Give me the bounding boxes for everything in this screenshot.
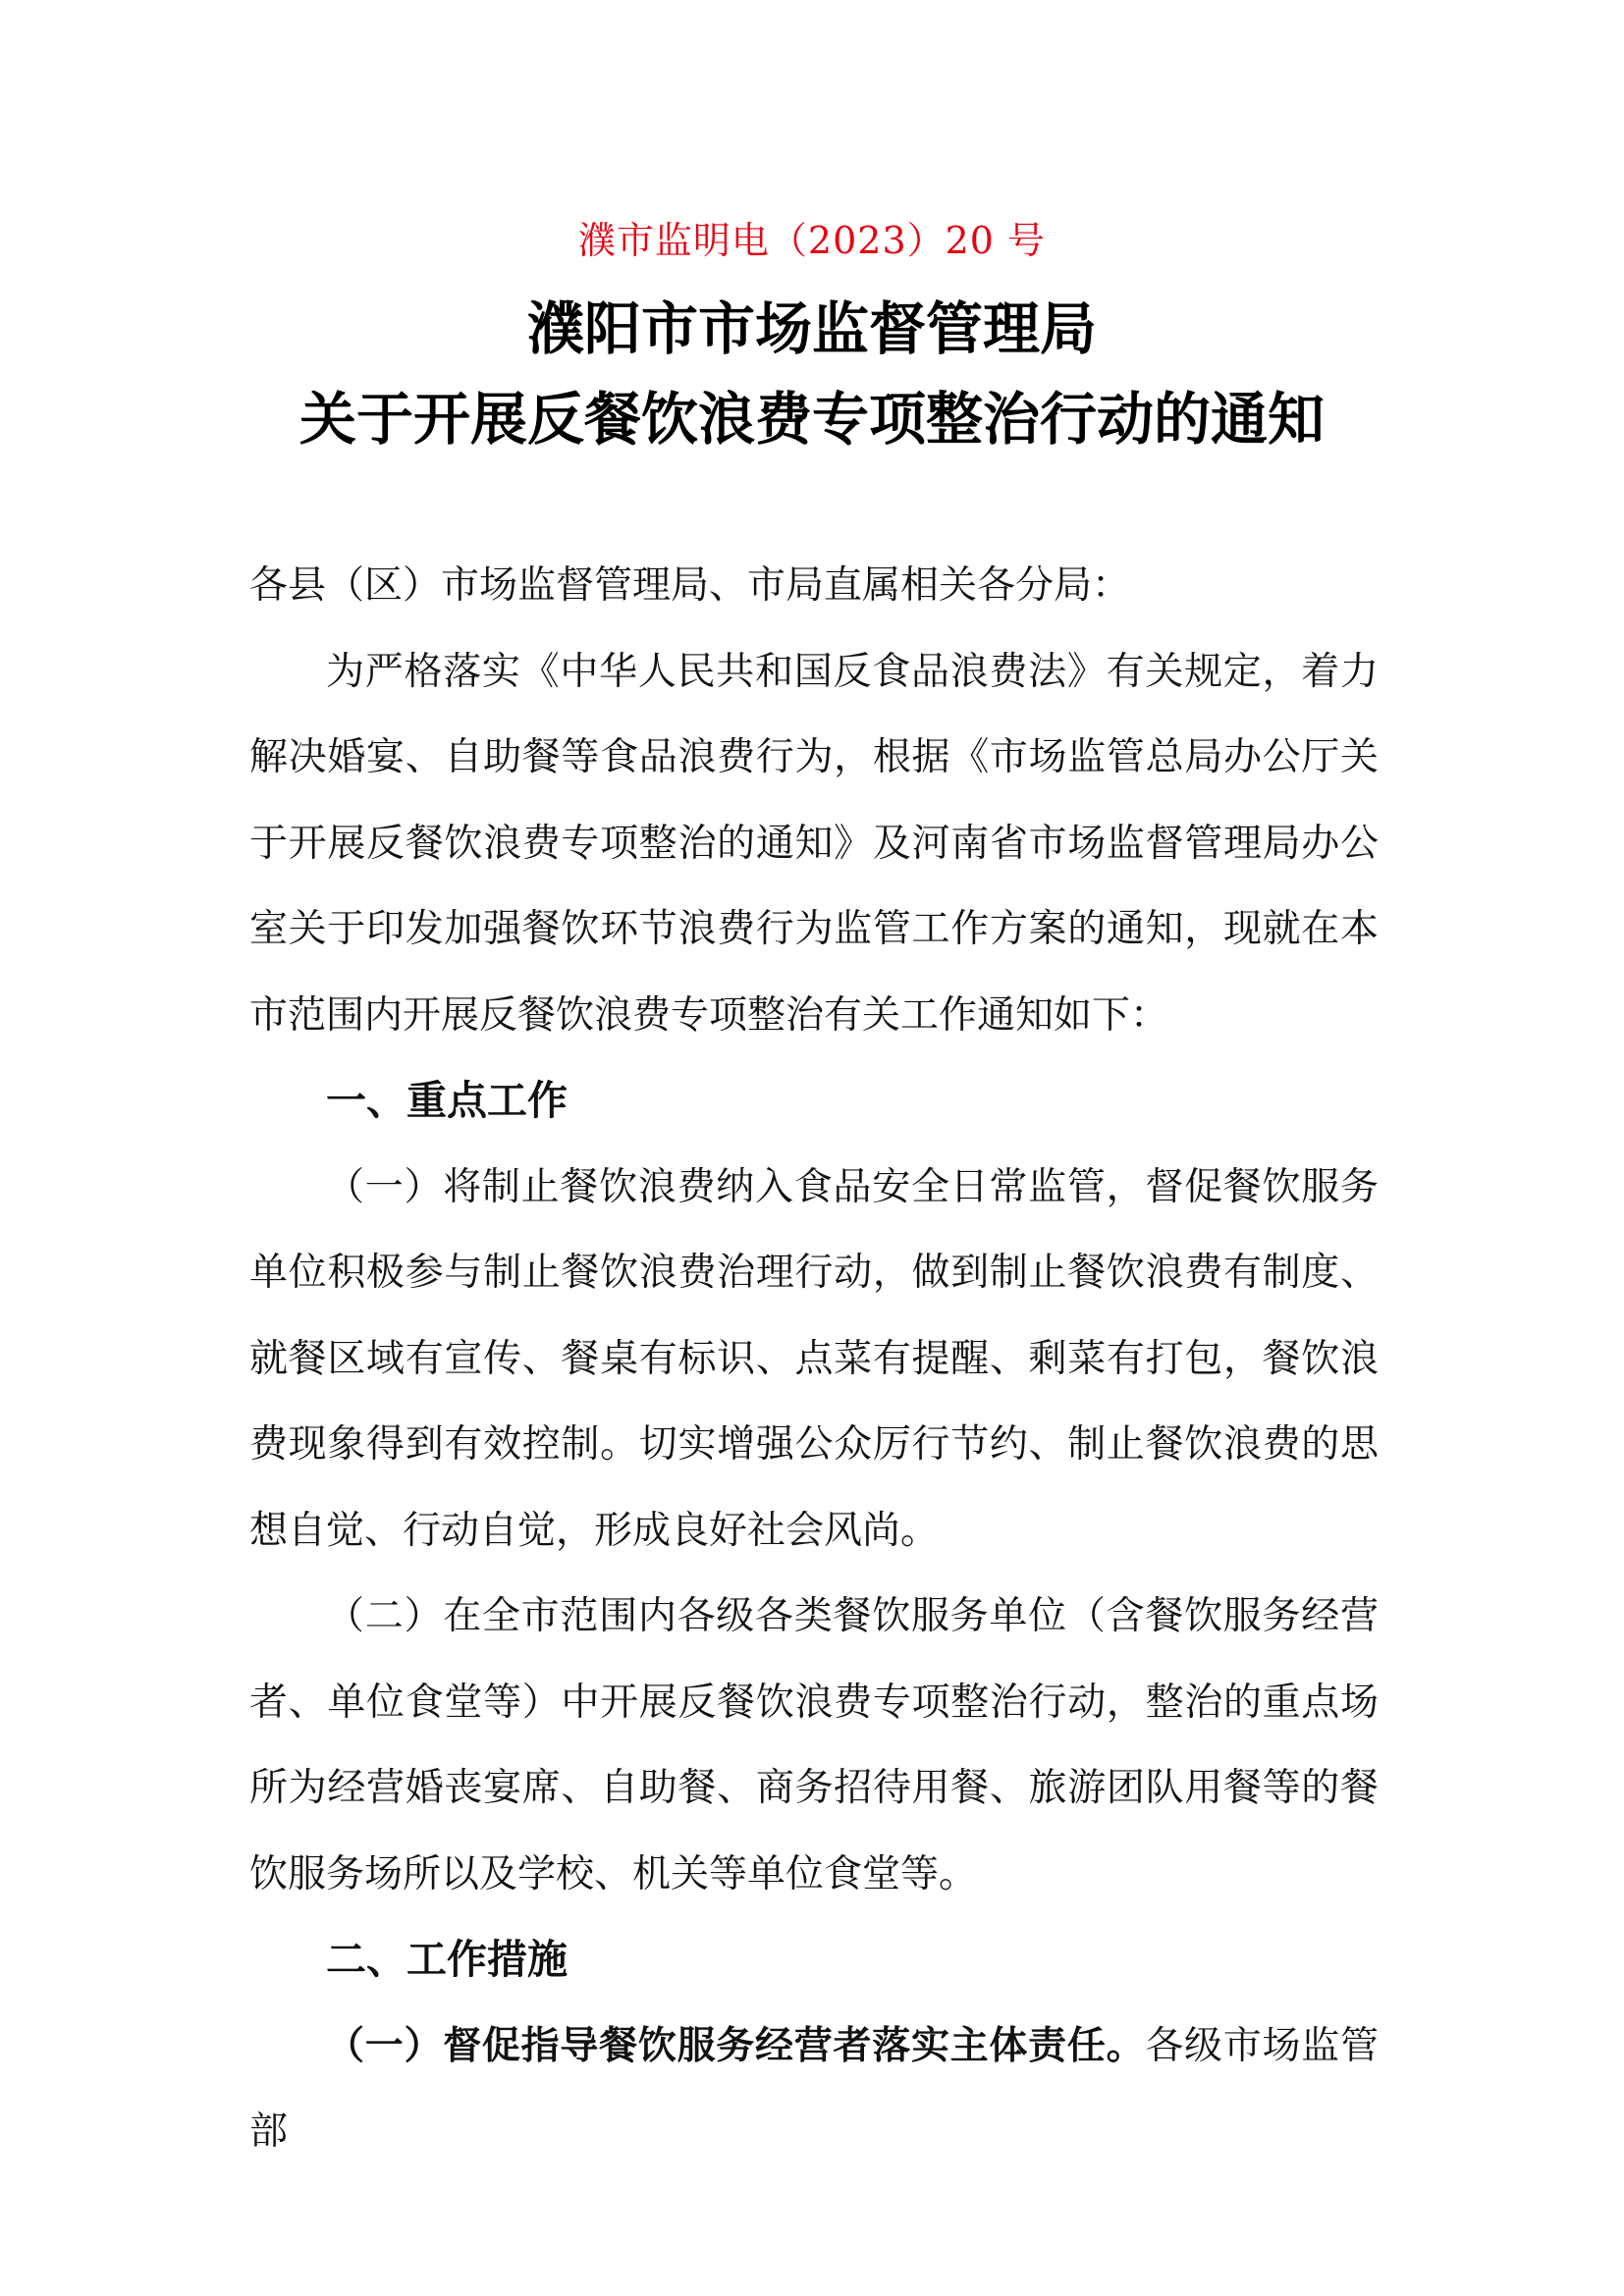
key-work-paragraph-1: （一）将制止餐饮浪费纳入食品安全日常监管，督促餐饮服务单位积极参与制止餐饮浪费治理行动，做到制止餐饮浪费有制度、就餐区域有宣传、餐桌有标识、点菜有提醒、剩菜有打包，餐饮浪费现象得到有效控制。切实增强公众厉行节约、制止餐饮浪费的思想自觉、行动自觉，形成良好社会风尚。 [249, 1164, 1379, 1553]
section-heading-key-work: 一、重点工作 [326, 1077, 568, 1124]
document-body [249, 543, 1379, 2175]
document-number: 濮市监明电（2023）20 号 [577, 219, 1047, 262]
section-heading-measures: 二、工作措施 [326, 1936, 568, 1983]
measures-paragraph-1-text: 各级市场监管部 [249, 2023, 1379, 2154]
measures-paragraph-1 [249, 2003, 1379, 2175]
document-title-line2: 关于开展反餐饮浪费专项整治行动的通知 [298, 386, 1325, 453]
measures-paragraph-1-lead: （一）督促指导餐饮服务经营者落实主体责任。 [326, 2023, 1146, 2068]
intro-paragraph: 为严格落实《中华人民共和国反食品浪费法》有关规定，着力解决婚宴、自助餐等食品浪费行为，根据《市场监管总局办公厅关于开展反餐饮浪费专项整治的通知》及河南省市场监督管理局办公室关于印发加强餐饮环节浪费行为监管工作方案的通知，现就在本市范围内开展反餐饮浪费专项整治有关工作通知如下： [249, 649, 1379, 1038]
key-work-paragraph-2: （二）在全市范围内各级各类餐饮服务单位（含餐饮服务经营者、单位食堂等）中开展反餐饮浪费专项整治行动，整治的重点场所为经营婚丧宴席、自助餐、商务招待用餐、旅游团队用餐等的餐饮服务场所以及学校、机关等单位食堂等。 [249, 1594, 1379, 1896]
salutation: 各县（区）市场监督管理局、市局直属相关各分局： [249, 563, 1131, 608]
document-title-line1: 濮阳市市场监督管理局 [526, 295, 1097, 362]
